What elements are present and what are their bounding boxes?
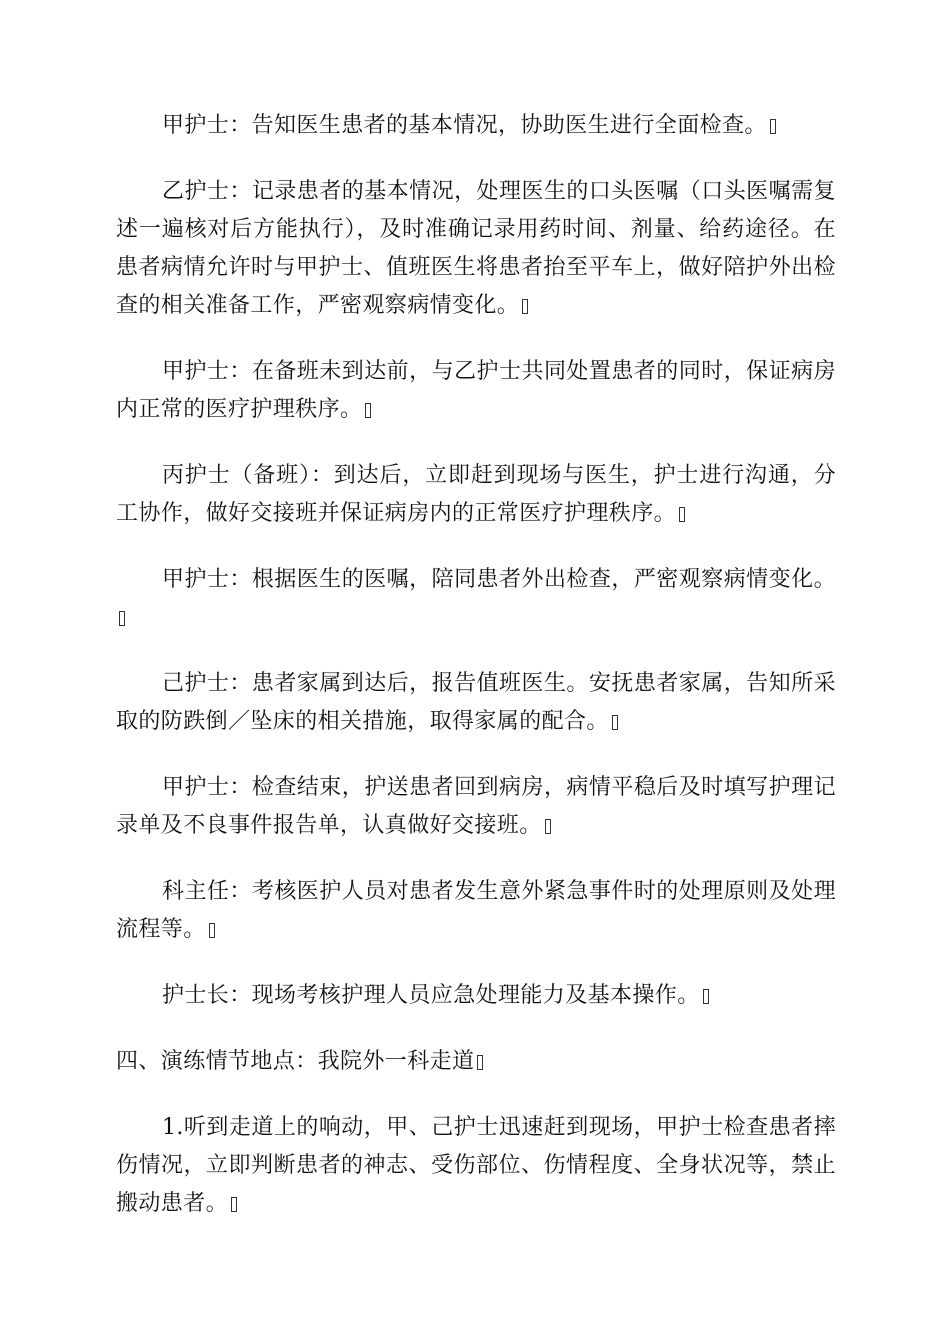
paragraph-end-mark-icon [119, 611, 125, 626]
paragraph-end-mark-icon [209, 923, 215, 938]
paragraph [116, 561, 836, 637]
paragraph [116, 977, 836, 1015]
paragraph [116, 769, 836, 845]
section-heading [116, 1043, 836, 1081]
paragraph-text: 科主任：考核医护人员对患者发生意外紧急事件时的处理原则及处理流程等。 [116, 879, 836, 942]
document-body [116, 107, 836, 1251]
paragraph [116, 107, 836, 145]
paragraph [116, 665, 836, 741]
paragraph [116, 173, 836, 325]
paragraph-text: 甲护士：根据医生的医嘱，陪同患者外出检查，严密观察病情变化。 [162, 567, 836, 592]
paragraph-end-mark-icon [612, 715, 618, 730]
paragraph-text: 甲护士：检查结束，护送患者回到病房，病情平稳后及时填写护理记录单及不良事件报告单，认真做好交接班。 [116, 775, 836, 838]
section-heading-text: 四、演练情节地点：我院外一科走道 [116, 1049, 475, 1074]
paragraph-end-mark-icon [703, 989, 709, 1004]
paragraph [116, 457, 836, 533]
paragraph-text: 己护士：患者家属到达后，报告值班医生。安抚患者家属，告知所采取的防跌倒／坠床的相关措施，取得家属的配合。 [116, 671, 836, 734]
paragraph [116, 353, 836, 429]
paragraph-text: 甲护士：在备班未到达前，与乙护士共同处置患者的同时，保证病房内正常的医疗护理秩序。 [116, 359, 836, 422]
paragraph-end-mark-icon [231, 1197, 237, 1212]
paragraph-text: 乙护士：记录患者的基本情况，处理医生的口头医嘱（口头医嘱需复述一遍核对后方能执行），及时准确记录用药时间、剂量、给药途径。在患者病情允许时与甲护士、值班医生将患者抬至平车上，做好陪护外出检查的相关准备工作，严密观察病情变化。 [116, 179, 836, 318]
paragraph-end-mark-icon [770, 119, 776, 134]
paragraph-text: 护士长：现场考核护理人员应急处理能力及基本操作。 [162, 983, 700, 1008]
paragraph-end-mark-icon [365, 403, 371, 418]
paragraph-end-mark-icon [679, 507, 685, 522]
paragraph-text: 1.听到走道上的响动，甲、己护士迅速赶到现场，甲护士检查患者摔伤情况，立即判断患者的神志、受伤部位、伤情程度、全身状况等，禁止搬动患者。 [116, 1115, 836, 1216]
paragraph [116, 873, 836, 949]
paragraph-end-mark-icon [522, 299, 528, 314]
paragraph-text: 丙护士（备班）：到达后，立即赶到现场与医生，护士进行沟通，分工协作，做好交接班并保证病房内的正常医疗护理秩序。 [116, 463, 836, 526]
paragraph-text: 甲护士：告知医生患者的基本情况，协助医生进行全面检查。 [162, 113, 767, 138]
paragraph-end-mark-icon [545, 819, 551, 834]
paragraph [116, 1109, 836, 1223]
paragraph-end-mark-icon [477, 1055, 483, 1070]
